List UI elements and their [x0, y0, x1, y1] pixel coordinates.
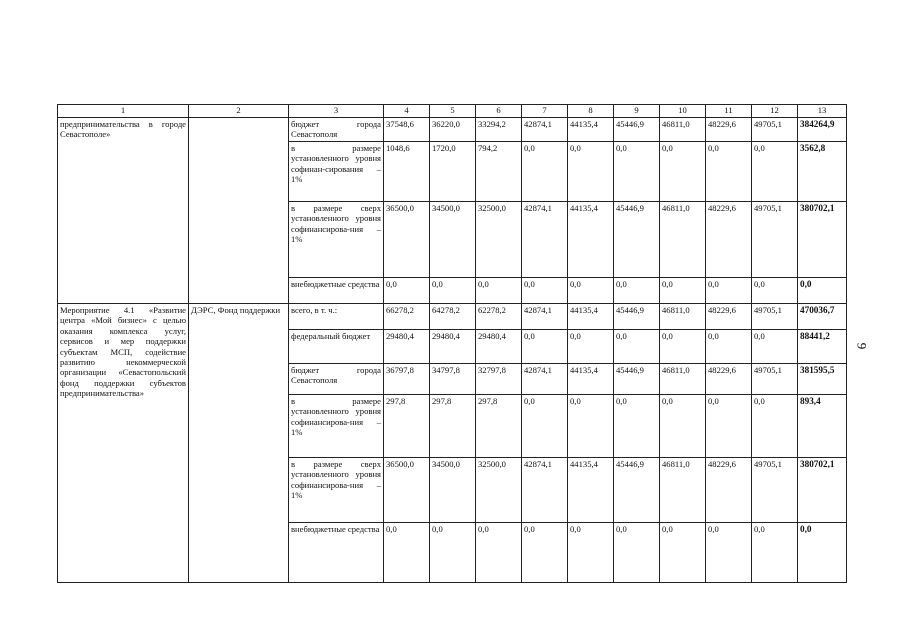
- value-cell: 34500,0: [430, 458, 476, 523]
- value-cell: 48229,6: [706, 202, 752, 278]
- value-cell: 49705,1: [752, 118, 798, 142]
- value-cell: 37548,6: [384, 118, 430, 142]
- total-cell: 3562,8: [798, 142, 847, 202]
- value-cell: 64278,2: [430, 304, 476, 330]
- value-cell: 0,0: [660, 278, 706, 304]
- value-cell: 0,0: [568, 523, 614, 583]
- row-label: федеральный бюджет: [289, 330, 384, 364]
- value-cell: 297,8: [430, 395, 476, 458]
- column-header: 10: [660, 105, 706, 118]
- column-header: 8: [568, 105, 614, 118]
- row-label: в размере установленного уровня софинан-сирования – 1%: [289, 142, 384, 202]
- value-cell: 0,0: [752, 523, 798, 583]
- value-cell: 42874,1: [522, 304, 568, 330]
- column-header: 5: [430, 105, 476, 118]
- value-cell: 0,0: [522, 523, 568, 583]
- value-cell: 794,2: [476, 142, 522, 202]
- value-cell: 48229,6: [706, 458, 752, 523]
- value-cell: 0,0: [522, 278, 568, 304]
- value-cell: 0,0: [706, 330, 752, 364]
- value-cell: 0,0: [384, 278, 430, 304]
- value-cell: 42874,1: [522, 118, 568, 142]
- value-cell: 0,0: [430, 278, 476, 304]
- value-cell: 0,0: [660, 523, 706, 583]
- value-cell: 42874,1: [522, 202, 568, 278]
- value-cell: 33294,2: [476, 118, 522, 142]
- value-cell: 0,0: [476, 278, 522, 304]
- value-cell: 0,0: [614, 278, 660, 304]
- table-row: [58, 118, 847, 142]
- column-header: 4: [384, 105, 430, 118]
- value-cell: 49705,1: [752, 364, 798, 395]
- value-cell: 0,0: [568, 330, 614, 364]
- value-cell: 45446,9: [614, 458, 660, 523]
- value-cell: 297,8: [476, 395, 522, 458]
- value-cell: 0,0: [752, 395, 798, 458]
- row-label: в размере установленного уровня софинансирова-ния – 1%: [289, 395, 384, 458]
- value-cell: 34797,8: [430, 364, 476, 395]
- value-cell: 49705,1: [752, 202, 798, 278]
- row-label: внебюджетные средства: [289, 278, 384, 304]
- row-label: бюджет города Севастополя: [289, 118, 384, 142]
- row-label: в размере сверх установленного уровня софинансирова-ния – 1%: [289, 202, 384, 278]
- value-cell: 48229,6: [706, 304, 752, 330]
- value-cell: 44135,4: [568, 364, 614, 395]
- column-header: 13: [798, 105, 847, 118]
- value-cell: 0,0: [614, 142, 660, 202]
- total-cell: 381595,5: [798, 364, 847, 395]
- total-cell: 380702,1: [798, 458, 847, 523]
- value-cell: 0,0: [476, 523, 522, 583]
- measure-description: Мероприятие 4.1 «Развитие центра «Мой бизнес» с целью оказания комплекса услуг, сервисов и мер поддержки субъектам МСП, содействие развитию некоммерческой организации «Севастопольский фонд поддержки субъектов предпринимательства»: [58, 304, 189, 583]
- value-cell: 0,0: [522, 330, 568, 364]
- value-cell: 49705,1: [752, 304, 798, 330]
- header-row: [58, 105, 847, 118]
- executor-cell: ДЭРС, Фонд поддержки: [189, 304, 289, 583]
- value-cell: 32500,0: [476, 202, 522, 278]
- value-cell: 44135,4: [568, 304, 614, 330]
- column-header: 7: [522, 105, 568, 118]
- value-cell: 45446,9: [614, 304, 660, 330]
- column-header: 1: [58, 105, 189, 118]
- value-cell: 36500,0: [384, 458, 430, 523]
- total-cell: 384264,9: [798, 118, 847, 142]
- value-cell: 44135,4: [568, 458, 614, 523]
- value-cell: 1720,0: [430, 142, 476, 202]
- value-cell: 0,0: [430, 523, 476, 583]
- value-cell: 36220,0: [430, 118, 476, 142]
- value-cell: 36500,0: [384, 202, 430, 278]
- value-cell: 0,0: [752, 330, 798, 364]
- value-cell: 45446,9: [614, 118, 660, 142]
- column-header: 6: [476, 105, 522, 118]
- total-cell: 88441,2: [798, 330, 847, 364]
- total-cell: 470036,7: [798, 304, 847, 330]
- value-cell: 0,0: [752, 142, 798, 202]
- value-cell: 0,0: [614, 330, 660, 364]
- total-cell: 0,0: [798, 278, 847, 304]
- column-header: 9: [614, 105, 660, 118]
- value-cell: 0,0: [706, 278, 752, 304]
- value-cell: 0,0: [706, 395, 752, 458]
- table-body: [58, 105, 847, 583]
- page-number: 9: [854, 342, 870, 350]
- value-cell: 29480,4: [476, 330, 522, 364]
- value-cell: 0,0: [660, 142, 706, 202]
- value-cell: 297,8: [384, 395, 430, 458]
- row-label: бюджет города Севастополя: [289, 364, 384, 395]
- value-cell: 29480,4: [430, 330, 476, 364]
- value-cell: 46811,0: [660, 118, 706, 142]
- total-cell: 380702,1: [798, 202, 847, 278]
- value-cell: 45446,9: [614, 364, 660, 395]
- value-cell: 32797,8: [476, 364, 522, 395]
- value-cell: 0,0: [522, 395, 568, 458]
- value-cell: 49705,1: [752, 458, 798, 523]
- value-cell: 32500,0: [476, 458, 522, 523]
- value-cell: 46811,0: [660, 458, 706, 523]
- value-cell: 29480,4: [384, 330, 430, 364]
- value-cell: 44135,4: [568, 118, 614, 142]
- value-cell: 0,0: [522, 142, 568, 202]
- value-cell: 62278,2: [476, 304, 522, 330]
- value-cell: 0,0: [752, 278, 798, 304]
- value-cell: 34500,0: [430, 202, 476, 278]
- value-cell: 0,0: [706, 142, 752, 202]
- total-cell: 0,0: [798, 523, 847, 583]
- value-cell: 48229,6: [706, 364, 752, 395]
- value-cell: 0,0: [660, 330, 706, 364]
- measure-description: предпринимательства в городе Севастополе»: [58, 118, 189, 304]
- row-label: внебюджетные средства: [289, 523, 384, 583]
- value-cell: 42874,1: [522, 364, 568, 395]
- value-cell: 46811,0: [660, 364, 706, 395]
- value-cell: 0,0: [614, 523, 660, 583]
- value-cell: 0,0: [614, 395, 660, 458]
- value-cell: 0,0: [660, 395, 706, 458]
- value-cell: 46811,0: [660, 304, 706, 330]
- column-header: 3: [289, 105, 384, 118]
- row-label: в размере сверх установленного уровня софинансирова-ния – 1%: [289, 458, 384, 523]
- value-cell: 46811,0: [660, 202, 706, 278]
- value-cell: 0,0: [568, 395, 614, 458]
- table-row: [58, 304, 847, 330]
- value-cell: 0,0: [568, 142, 614, 202]
- value-cell: 0,0: [706, 523, 752, 583]
- value-cell: 0,0: [384, 523, 430, 583]
- value-cell: 45446,9: [614, 202, 660, 278]
- value-cell: 44135,4: [568, 202, 614, 278]
- row-label: всего, в т. ч.:: [289, 304, 384, 330]
- column-header: 12: [752, 105, 798, 118]
- column-header: 2: [189, 105, 289, 118]
- total-cell: 893,4: [798, 395, 847, 458]
- funding-table: [57, 104, 847, 583]
- value-cell: 0,0: [568, 278, 614, 304]
- value-cell: 42874,1: [522, 458, 568, 523]
- value-cell: 36797,8: [384, 364, 430, 395]
- value-cell: 1048,6: [384, 142, 430, 202]
- value-cell: 48229,6: [706, 118, 752, 142]
- value-cell: 66278,2: [384, 304, 430, 330]
- executor-cell: [189, 118, 289, 304]
- column-header: 11: [706, 105, 752, 118]
